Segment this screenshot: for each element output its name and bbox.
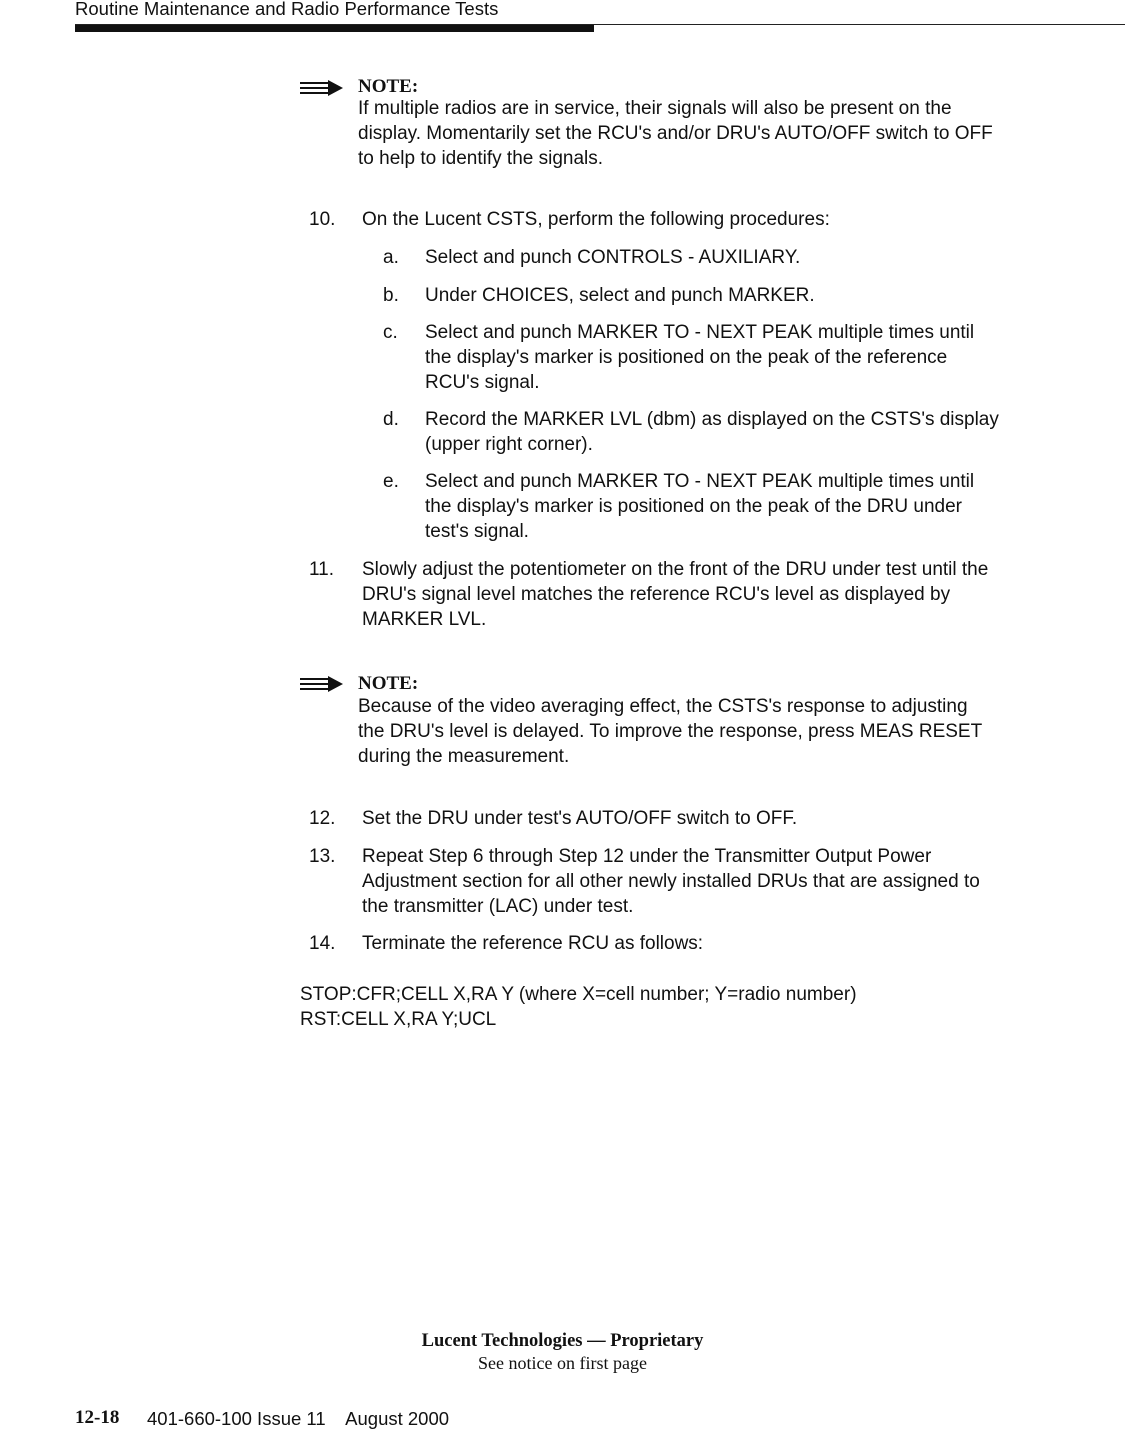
header-bar — [75, 25, 594, 32]
text-line: the DRU's level is delayed. To improve the response, press MEAS RESET — [358, 721, 983, 742]
footer-company: Lucent Technologies — Proprietary — [421, 1331, 704, 1351]
note-label: NOTE: — [358, 76, 419, 97]
text-line: Record the MARKER LVL (dbm) as displayed on the CSTS's display — [425, 409, 999, 430]
step-number: 10. — [309, 209, 336, 230]
text-line: Select and punch CONTROLS - AUXILIARY. — [425, 247, 801, 268]
text-line: Select and punch MARKER TO - NEXT PEAK multiple times until — [425, 471, 975, 492]
text-line: DRU's signal level matches the reference RCU's level as displayed by — [362, 584, 951, 605]
note-label: NOTE: — [358, 673, 419, 694]
text-line: the transmitter (LAC) under test. — [362, 896, 634, 917]
note-text — [358, 694, 1078, 769]
text-line: If multiple radios are in service, their signals will also be present on the — [358, 98, 952, 119]
substep-letter: e. — [383, 471, 399, 492]
step-number: 13. — [309, 846, 336, 867]
text-line: test's signal. — [425, 521, 529, 542]
text-line: Repeat Step 6 through Step 12 under the Transmitter Output Power — [362, 846, 932, 867]
step-number: 14. — [309, 933, 336, 954]
text-line: Select and punch MARKER TO - NEXT PEAK multiple times until — [425, 322, 975, 343]
command-line: STOP:CFR;CELL X,RA Y (where X=cell number; Y=radio number) — [300, 984, 857, 1005]
text-line: the display's marker is positioned on the peak of the DRU under — [425, 496, 962, 517]
text-line: On the Lucent CSTS, perform the following procedures: — [362, 209, 830, 230]
substep-letter: c. — [383, 322, 398, 343]
note-arrow-icon — [300, 80, 344, 96]
text-line: display. Momentarily set the RCU's and/or DRU's AUTO/OFF switch to OFF — [358, 123, 993, 144]
text-line: RCU's signal. — [425, 372, 540, 393]
footer-notice: See notice on first page — [478, 1353, 647, 1373]
page-number: 12-18 — [75, 1407, 120, 1428]
text-line: Because of the video averaging effect, the CSTS's response to adjusting — [358, 696, 968, 717]
note-text — [358, 96, 1078, 171]
text-line: Terminate the reference RCU as follows: — [362, 933, 704, 954]
text-line: during the measurement. — [358, 746, 570, 767]
step-number: 12. — [309, 808, 336, 829]
text-line: the display's marker is positioned on the peak of the reference — [425, 347, 948, 368]
command-block — [300, 982, 1060, 1032]
running-header: Routine Maintenance and Radio Performance Tests — [75, 0, 499, 19]
substep-letter: b. — [383, 285, 399, 306]
text-line: MARKER LVL. — [362, 609, 487, 630]
text-line: Slowly adjust the potentiometer on the front of the DRU under test until the — [362, 559, 989, 580]
text-line: to help to identify the signals. — [358, 148, 604, 169]
text-line: Set the DRU under test's AUTO/OFF switch to OFF. — [362, 808, 798, 829]
text-line: Adjustment section for all other newly installed DRUs that are assigned to — [362, 871, 980, 892]
text-line: (upper right corner). — [425, 434, 593, 455]
doc-info: 401-660-100 Issue 11 August 2000 — [147, 1408, 450, 1429]
text-line: Under CHOICES, select and punch MARKER. — [425, 285, 815, 306]
substep-letter: a. — [383, 247, 399, 268]
command-line: RST:CELL X,RA Y;UCL — [300, 1009, 497, 1030]
substep-letter: d. — [383, 409, 399, 430]
step-number: 11. — [309, 559, 335, 580]
note-arrow-icon — [300, 676, 344, 692]
